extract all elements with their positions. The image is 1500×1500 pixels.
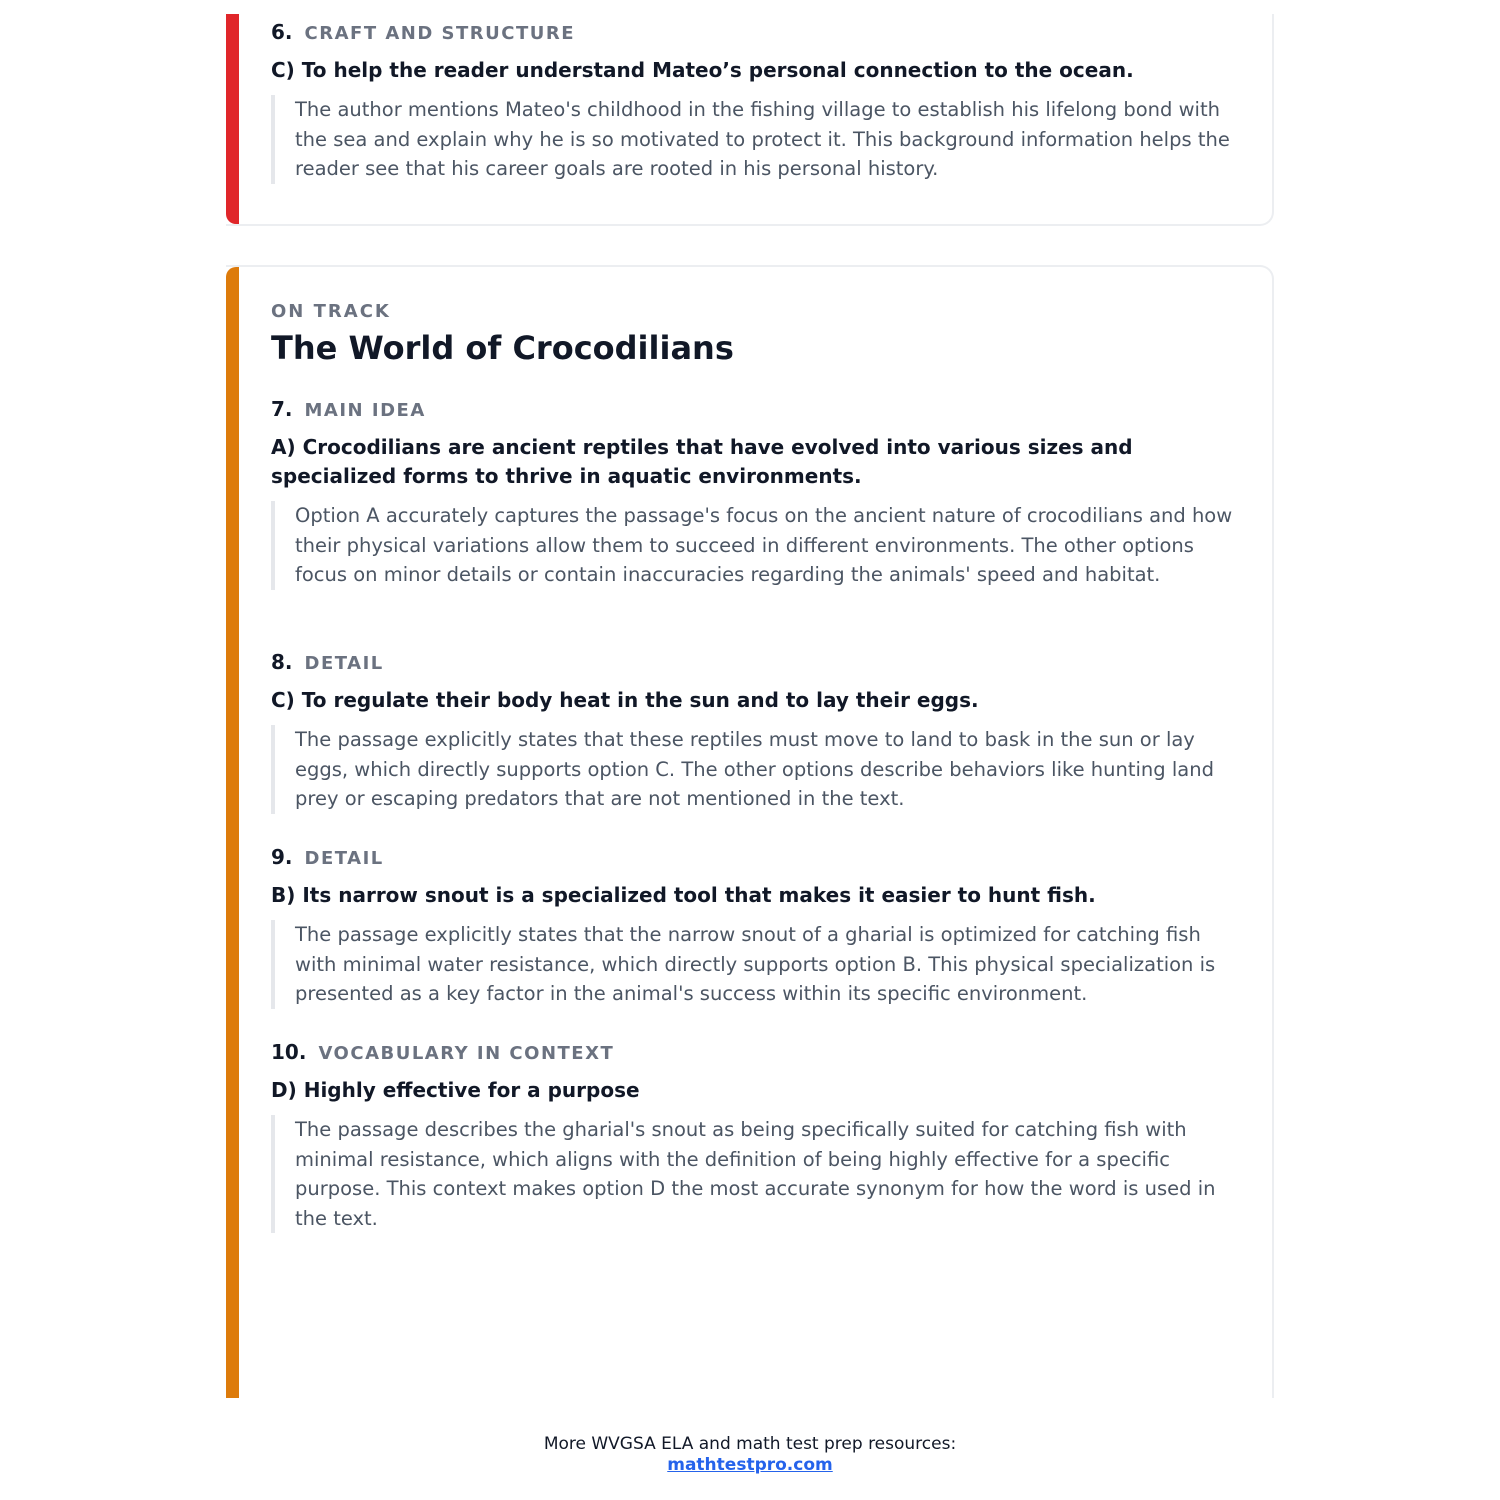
question-header — [271, 845, 1241, 873]
question-answer: C) To help the reader understand Mateo’s personal connection to the ocean. — [271, 58, 1134, 82]
question-number: 6. — [271, 20, 293, 44]
question-category: DETAIL — [304, 848, 384, 869]
question-header — [271, 1040, 1241, 1068]
question-8 — [271, 650, 1241, 814]
question-answer: C) To regulate their body heat in the sun and to lay their eggs. — [271, 688, 979, 712]
question-6 — [271, 20, 1241, 184]
question-explanation: The passage explicitly states that these reptiles must move to land to bask in the sun or lay eggs, which directly supports option C. The other options describe behaviors like hunting land prey or escaping predators that are not mentioned in the text. — [271, 725, 1241, 814]
question-header — [271, 397, 1241, 425]
section-accent-bar-red — [226, 14, 239, 224]
previous-section-card — [226, 14, 1274, 226]
question-number: 7. — [271, 397, 293, 421]
question-category: DETAIL — [304, 653, 384, 674]
question-number: 8. — [271, 650, 293, 674]
section-accent-bar-orange — [226, 267, 239, 1398]
section-title: The World of Crocodilians — [271, 329, 734, 367]
question-header — [271, 650, 1241, 678]
question-category: VOCABULARY IN CONTEXT — [318, 1043, 615, 1064]
question-answer: A) Crocodilians are ancient reptiles that have evolved into various sizes and specialized forms to thrive in aquatic environments. — [271, 435, 1133, 488]
question-9 — [271, 845, 1241, 1009]
section-card — [226, 265, 1274, 1398]
footer-link[interactable]: mathtestpro.com — [667, 1455, 833, 1475]
question-explanation: The author mentions Mateo's childhood in the fishing village to establish his lifelong bond with the sea and explain why he is so motivated to protect it. This background information helps the reader see that his career goals are rooted in his personal history. — [271, 95, 1241, 184]
question-category: CRAFT AND STRUCTURE — [304, 23, 576, 44]
footer — [0, 1434, 1500, 1476]
question-explanation: Option A accurately captures the passage's focus on the ancient nature of crocodilians and how their physical variations allow them to succeed in different environments. The other options focus on minor details or contain inaccuracies regarding the animals' speed and habitat. — [271, 501, 1241, 590]
question-10 — [271, 1040, 1241, 1233]
section-label: ON TRACK — [271, 301, 391, 322]
question-header — [271, 20, 1241, 48]
question-explanation: The passage explicitly states that the narrow snout of a gharial is optimized for catching fish with minimal water resistance, which directly supports option B. This physical specialization is presented as a key factor in the animal's success within its specific environment. — [271, 920, 1241, 1009]
question-answer: D) Highly effective for a purpose — [271, 1078, 640, 1102]
question-number: 10. — [271, 1040, 307, 1064]
question-answer: B) Its narrow snout is a specialized tool that makes it easier to hunt fish. — [271, 883, 1096, 907]
question-explanation: The passage describes the gharial's snout as being specifically suited for catching fish with minimal resistance, which aligns with the definition of being highly effective for a specific purpose. This context makes option D the most accurate synonym for how the word is used in the text. — [271, 1115, 1241, 1233]
footer-text: More WVGSA ELA and math test prep resources: — [543, 1434, 957, 1454]
question-number: 9. — [271, 845, 293, 869]
question-category: MAIN IDEA — [304, 400, 426, 421]
question-7 — [271, 397, 1241, 590]
